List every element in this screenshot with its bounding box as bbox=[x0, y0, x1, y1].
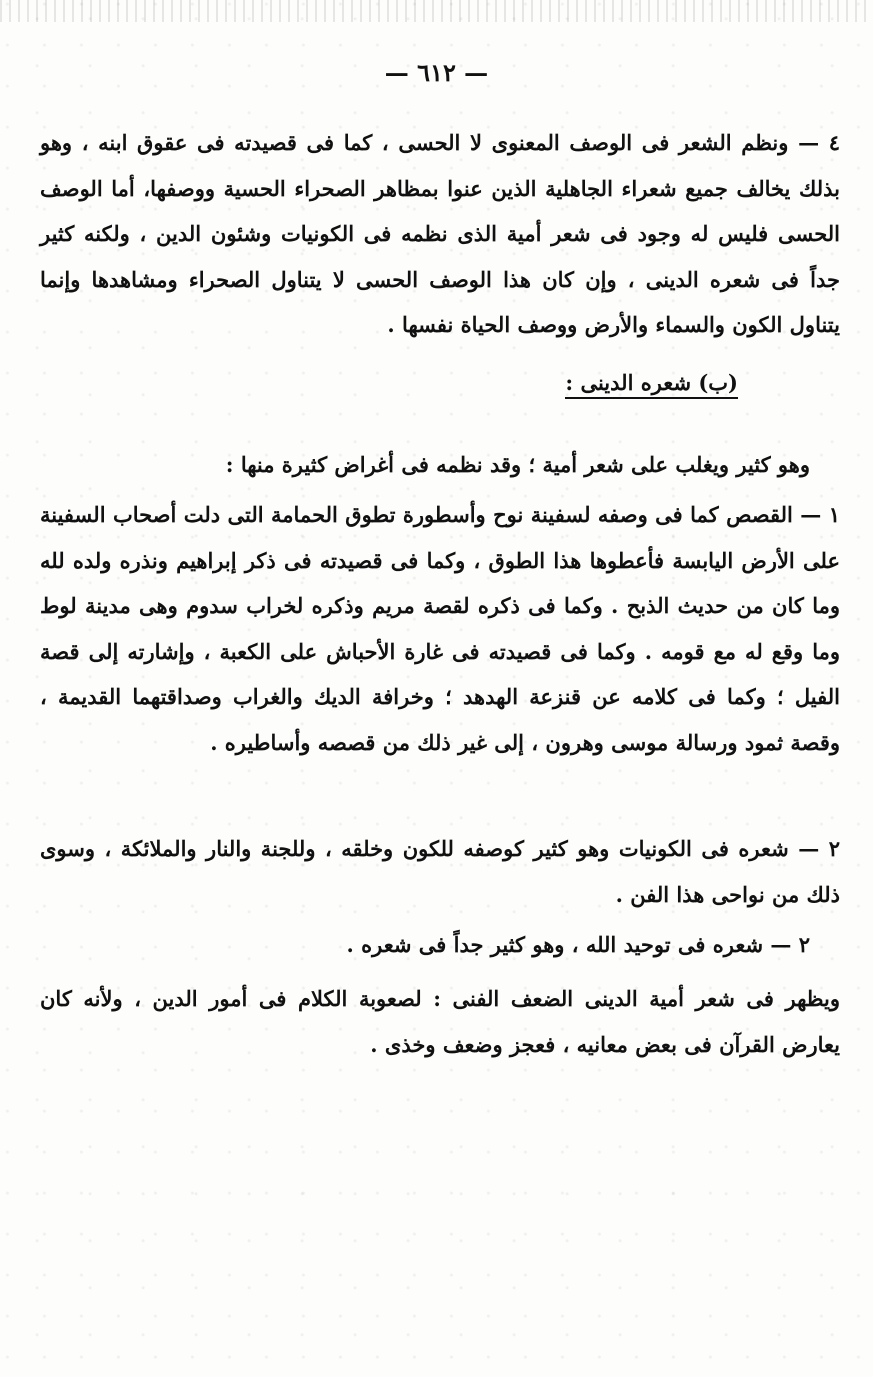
section-heading-religious-poetry: (ب) شعره الدينى : bbox=[565, 370, 738, 399]
paragraph-artistic-weakness: ويظهر فى شعر أمية الدينى الضعف الفنى : لصعوبة الكلام فى أمور الدين ، ولأنه كان يعارض القرآن فى بعض معانيه ، فعجز وضعف وخذى . bbox=[40, 986, 840, 1057]
page-number: — ٦١٢ — bbox=[384, 58, 489, 87]
paragraph-monotheism: ٢ — شعره فى توحيد الله ، وهو كثير جداً فى شعره . bbox=[346, 932, 810, 957]
paragraph-descriptive-poetry: ٤ — ونظم الشعر فى الوصف المعنوى لا الحسى ، كما فى قصيدته فى عقوق ابنه ، وهو بذلك يخالف جميع شعراء الجاهلية الذين عنوا بمظاهر الصحراء الحسية ووصفها، أما الوصف الحسى فليس له وجود فى شعر أمية الذى نظمه فى الكونيات وشئون الدين ، ولكنه كثير جداً فى شعره الدينى ، وإن كان هذا الوصف الحسى لا يتناول الصحراء ومشاهدها وإنما يتناول الكون والسماء والأرض ووصف الحياة نفسها . bbox=[40, 130, 840, 337]
paragraph-stories: ١ — القصص كما فى وصفه لسفينة نوح وأسطورة تطوق الحمامة التى دلت أصحاب السفينة على الأرض اليابسة فأعطوها هذا الطوق ، وكما فى قصيدته فى ذكر إبراهيم ونذره ولده لله وما كان من حديث الذبح . وكما فى ذكره لقصة مريم وذكره لخراب سدوم وهى مدينة لوط وما وقع له مع قومه . وكما فى قصيدته فى غارة الأحباش على الكعبة ، وإشارته إلى قصة الفيل ؛ وكما فى كلامه عن قنزعة الهدهد ؛ وخرافة الديك والغراب وصداقتهما القديمة ، وقصة ثمود ورسالة موسى وهرون ، إلى غير ذلك من قصصه وأساطيره . bbox=[40, 502, 840, 755]
scan-edge-noise bbox=[0, 0, 873, 22]
paragraph-religious-intro: وهو كثير ويغلب على شعر أمية ؛ وقد نظمه فى أغراض كثيرة منها : bbox=[225, 452, 810, 477]
paragraph-cosmology: ٢ — شعره فى الكونيات وهو كثير كوصفه للكون وخلقه ، وللجنة والنار والملائكة ، وسوى ذلك من نواحى هذا الفن . bbox=[40, 836, 840, 907]
